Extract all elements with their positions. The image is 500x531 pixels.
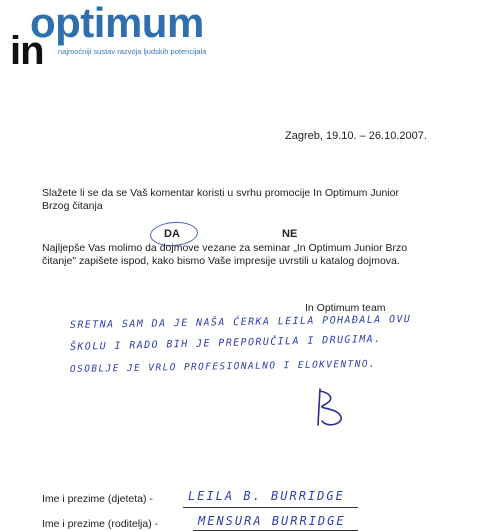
request-line-1: Najljepše Vas molimo da dojmove vezane za seminar „In Optimum Junior Brzo <box>42 242 408 254</box>
handwritten-signature <box>310 385 350 433</box>
child-name-value[interactable]: LEILA B. BURRIDGE <box>188 489 345 503</box>
parent-name-label: Ime i prezime (roditelja) - <box>42 518 159 530</box>
consent-question-line-2: Brzog čitanja <box>42 200 103 212</box>
brand-logo <box>10 0 240 76</box>
request-line-2: čitanje" zapišete ispod, kako bismo Vaše impresije uvrstili u katalog dojmova. <box>42 255 400 267</box>
option-no[interactable]: NE <box>282 228 298 240</box>
parent-name-value[interactable]: MENSURA BURRIDGE <box>198 514 346 528</box>
handwritten-comment-line: OSOBLJE JE VRLO PROFESIONALNO I ELOKVENTNO. <box>69 358 377 375</box>
option-yes[interactable]: DA <box>164 228 180 240</box>
child-name-underline <box>183 507 358 508</box>
logo-in-text: in <box>10 29 44 73</box>
handwritten-comment-line: SRETNA SAM DA JE NAŠA ĆERKA LEILA POHAĐALA OVU <box>69 314 412 331</box>
signoff-team: In Optimum team <box>305 302 386 314</box>
logo-brand-text: optimum <box>30 0 204 46</box>
consent-question-line-1: Slažete li se da se Vaš komentar koristi u svrhu promocije In Optimum Junior <box>42 187 399 199</box>
child-name-label: Ime i prezime (djeteta) - <box>42 493 153 505</box>
letter-date: Zagreb, 19.10. – 26.10.2007. <box>285 130 427 142</box>
handwritten-comment-line: ŠKOLU I RADO BIH JE PREPORUČILA I DRUGIMA. <box>69 333 382 353</box>
logo-tagline: najmoćniji sustav razvoja ljudskih potencijala <box>58 47 207 56</box>
